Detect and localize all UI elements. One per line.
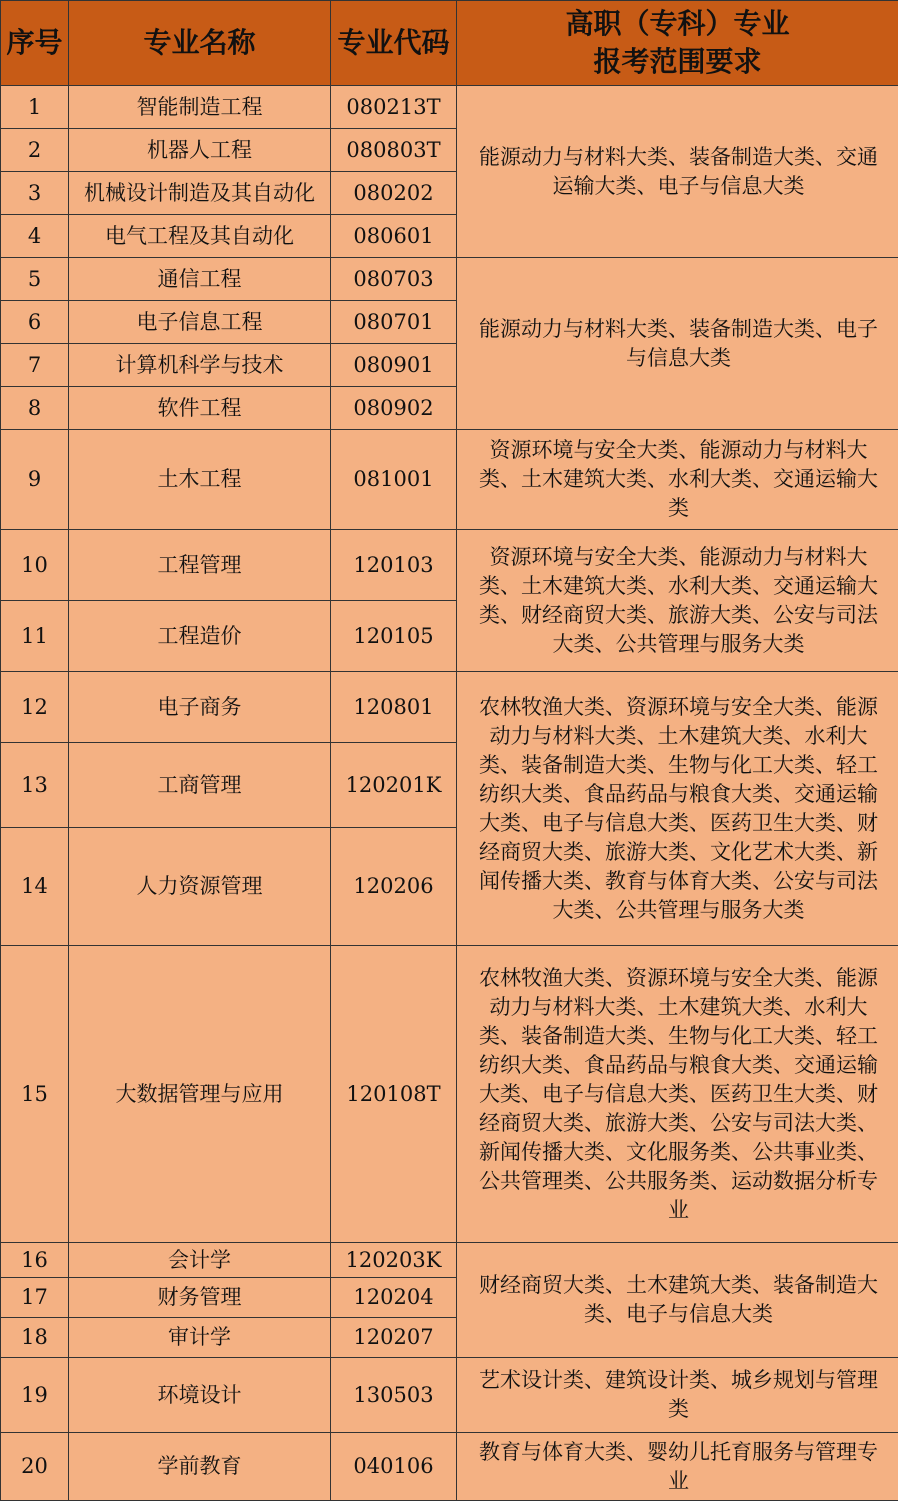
major-code: 120203K: [331, 1243, 457, 1278]
major-code: 120801: [331, 672, 457, 743]
major-code: 120206: [331, 828, 457, 946]
major-name: 工商管理: [69, 743, 331, 828]
row-index: 4: [1, 215, 69, 258]
requirement-cell: 农林牧渔大类、资源环境与安全大类、能源动力与材料大类、土木建筑大类、水利大类、装备制造大类、生物与化工大类、轻工纺织大类、食品药品与粮食大类、交通运输大类、电子与信息大类、医药卫生大类、财经商贸大类、旅游大类、公安与司法大类、新闻传播大类、文化服务类、公共事业类、公共管理类、公共服务类、运动数据分析专业: [457, 946, 898, 1243]
major-code: 120201K: [331, 743, 457, 828]
major-name: 软件工程: [69, 387, 331, 430]
row-index: 5: [1, 258, 69, 301]
header-requirement: [457, 1, 898, 86]
row-index: 10: [1, 530, 69, 601]
table-row: [1, 1358, 898, 1433]
requirement-cell: 资源环境与安全大类、能源动力与材料大类、土木建筑大类、水利大类、交通运输大类: [457, 430, 898, 530]
major-name: 环境设计: [69, 1358, 331, 1433]
major-code: 081001: [331, 430, 457, 530]
major-code: 080803T: [331, 129, 457, 172]
table-row: [1, 530, 898, 601]
major-code: 080701: [331, 301, 457, 344]
row-index: 7: [1, 344, 69, 387]
row-index: 8: [1, 387, 69, 430]
table-row: [1, 672, 898, 743]
header-code: 专业代码: [331, 1, 457, 86]
requirement-cell: 能源动力与材料大类、装备制造大类、交通运输大类、电子与信息大类: [457, 86, 898, 258]
major-name: 工程造价: [69, 601, 331, 672]
row-index: 2: [1, 129, 69, 172]
major-name: 电子商务: [69, 672, 331, 743]
requirement-cell: 农林牧渔大类、资源环境与安全大类、能源动力与材料大类、土木建筑大类、水利大类、装备制造大类、生物与化工大类、轻工纺织大类、食品药品与粮食大类、交通运输大类、电子与信息大类、医药卫生大类、财经商贸大类、旅游大类、文化艺术大类、新闻传播大类、教育与体育大类、公安与司法大类、公共管理与服务大类: [457, 672, 898, 946]
major-name: 学前教育: [69, 1433, 331, 1501]
header-requirement-line1: 高职（专科）专业: [457, 5, 898, 43]
table-row: [1, 1243, 898, 1278]
major-code: 130503: [331, 1358, 457, 1433]
row-index: 15: [1, 946, 69, 1243]
requirement-cell: 教育与体育大类、婴幼儿托育服务与管理专业: [457, 1433, 898, 1501]
major-name: 计算机科学与技术: [69, 344, 331, 387]
row-index: 18: [1, 1318, 69, 1358]
major-code: 120105: [331, 601, 457, 672]
major-code: 080202: [331, 172, 457, 215]
major-code: 080902: [331, 387, 457, 430]
row-index: 17: [1, 1278, 69, 1318]
table-row: [1, 430, 898, 530]
table-row: [1, 86, 898, 129]
major-name: 会计学: [69, 1243, 331, 1278]
major-name: 土木工程: [69, 430, 331, 530]
major-code: 080703: [331, 258, 457, 301]
major-name: 审计学: [69, 1318, 331, 1358]
major-code: 080213T: [331, 86, 457, 129]
row-index: 3: [1, 172, 69, 215]
major-code: 120204: [331, 1278, 457, 1318]
row-index: 9: [1, 430, 69, 530]
major-name: 通信工程: [69, 258, 331, 301]
row-index: 6: [1, 301, 69, 344]
table-row: [1, 946, 898, 1243]
major-code: 120108T: [331, 946, 457, 1243]
major-name: 电子信息工程: [69, 301, 331, 344]
major-name: 电气工程及其自动化: [69, 215, 331, 258]
requirement-cell: 艺术设计类、建筑设计类、城乡规划与管理类: [457, 1358, 898, 1433]
major-name: 工程管理: [69, 530, 331, 601]
header-row: [1, 1, 898, 86]
header-index: 序号: [1, 1, 69, 86]
requirement-cell: 能源动力与材料大类、装备制造大类、电子与信息大类: [457, 258, 898, 430]
header-name: 专业名称: [69, 1, 331, 86]
major-name: 智能制造工程: [69, 86, 331, 129]
major-name: 机械设计制造及其自动化: [69, 172, 331, 215]
major-code: 080601: [331, 215, 457, 258]
major-code: 120207: [331, 1318, 457, 1358]
requirement-cell: 资源环境与安全大类、能源动力与材料大类、土木建筑大类、水利大类、交通运输大类、财经商贸大类、旅游大类、公安与司法大类、公共管理与服务大类: [457, 530, 898, 672]
major-code: 080901: [331, 344, 457, 387]
header-requirement-line2: 报考范围要求: [457, 43, 898, 81]
requirement-cell: 财经商贸大类、土木建筑大类、装备制造大类、电子与信息大类: [457, 1243, 898, 1358]
row-index: 12: [1, 672, 69, 743]
row-index: 14: [1, 828, 69, 946]
major-name: 人力资源管理: [69, 828, 331, 946]
row-index: 1: [1, 86, 69, 129]
row-index: 13: [1, 743, 69, 828]
major-name: 机器人工程: [69, 129, 331, 172]
major-code: 120103: [331, 530, 457, 601]
row-index: 19: [1, 1358, 69, 1433]
major-code: 040106: [331, 1433, 457, 1501]
row-index: 16: [1, 1243, 69, 1278]
table-row: [1, 1433, 898, 1501]
table-row: [1, 258, 898, 301]
major-name: 大数据管理与应用: [69, 946, 331, 1243]
major-name: 财务管理: [69, 1278, 331, 1318]
row-index: 11: [1, 601, 69, 672]
row-index: 20: [1, 1433, 69, 1501]
